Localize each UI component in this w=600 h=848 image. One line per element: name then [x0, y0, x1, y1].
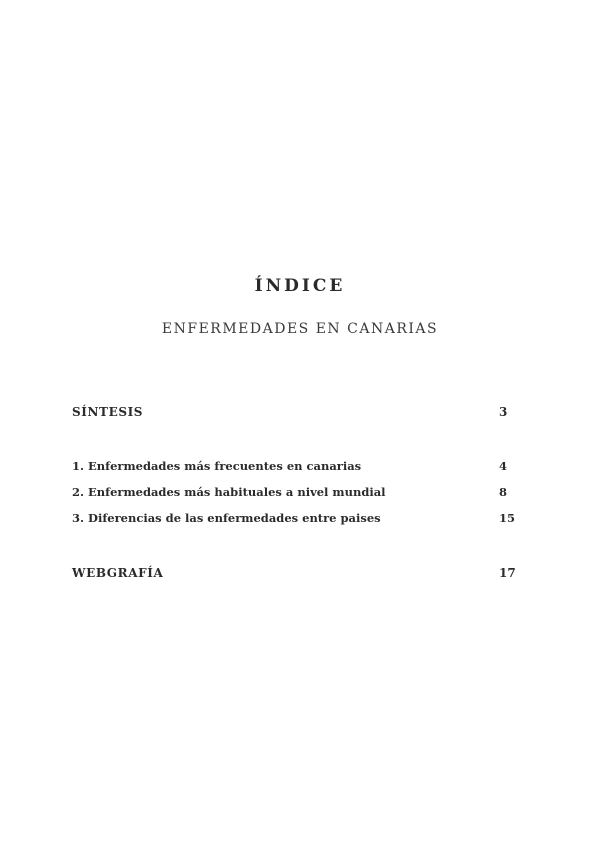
- toc-label: 3. Diferencias de las enfermedades entre paises: [72, 511, 381, 525]
- toc-row-entry-1[interactable]: [72, 459, 512, 477]
- toc-label: SÍNTESIS: [72, 405, 144, 419]
- toc-page-number: 17: [499, 566, 516, 580]
- toc-label: WEBGRAFÍA: [72, 566, 164, 580]
- toc-page-number: 8: [499, 485, 508, 499]
- toc-label: 1. Enfermedades más frecuentes en canarias: [72, 459, 362, 473]
- toc-label: 2. Enfermedades más habituales a nivel mundial: [72, 485, 386, 499]
- toc-row-entry-2[interactable]: [72, 485, 512, 503]
- toc-row-webgrafia[interactable]: [72, 566, 516, 584]
- toc-page-number: 3: [499, 405, 508, 419]
- page-title: ÍNDICE: [254, 276, 346, 296]
- toc-page-number: 15: [499, 511, 516, 525]
- toc-row-sintesis[interactable]: [72, 405, 512, 423]
- toc-row-entry-3[interactable]: [72, 511, 516, 529]
- toc-page-number: 4: [499, 459, 508, 473]
- page-subtitle: ENFERMEDADES EN CANARIAS: [161, 321, 439, 337]
